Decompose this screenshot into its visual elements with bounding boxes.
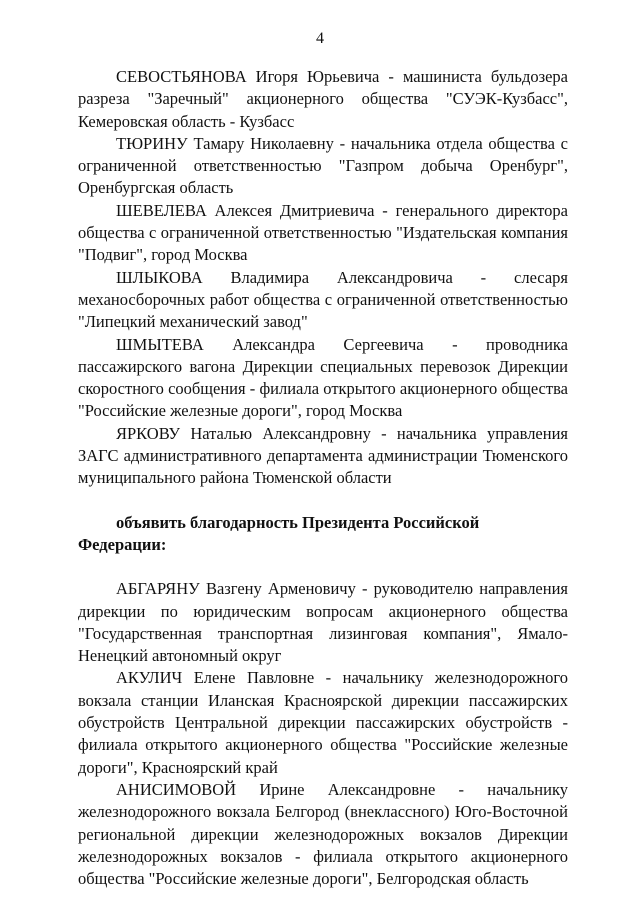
award-entry-yarkova: ЯРКОВУ Наталью Александровну - начальника управления ЗАГС административного департамента администрации Тюменского муниципального района Тюменской области	[78, 423, 568, 488]
award-entry-shmytev: ШМЫТЕВА Александра Сергеевича - проводника пассажирского вагона Дирекции специальных перевозок Дирекции скоростного сообщения - филиала открытого акционерного общества "Российские железные дороги", город Москва	[78, 334, 568, 421]
section-gap	[78, 556, 568, 578]
gratitude-entry-abgaryan: АБГАРЯНУ Вазгену Арменовичу - руководителю направления дирекции по юридическим вопросам акционерного общества "Государственная транспортная лизинговая компания", Ямало-Ненецкий автономный округ	[78, 579, 568, 666]
gratitude-entry-anisimova: АНИСИМОВОЙ Ирине Александровне - начальнику железнодорожного вокзала Белгород (внеклассного) Юго-Восточной региональной дирекции железнодорожных вокзалов Дирекции железнодорожных вокзалов - филиала открытого акционерного общества "Российские железные дороги", Белгородская область	[78, 779, 568, 889]
section-gap	[78, 490, 568, 512]
award-entry-shevelev: ШЕВЕЛЕВА Алексея Дмитриевича - генерального директора общества с ограниченной ответственностью "Издательская компания "Подвиг", город Москва	[78, 200, 568, 265]
award-entry-sevostyanov: СЕВОСТЬЯНОВА Игоря Юрьевича - машиниста бульдозера разреза "Заречный" акционерного общества "СУЭК-Кузбасс", Кемеровская область - Кузбасс	[78, 67, 568, 131]
page-number: 4	[316, 30, 324, 47]
document-body	[78, 66, 568, 890]
award-entry-shlykov: ШЛЫКОВА Владимира Александровича - слесаря механосборочных работ общества с ограниченной ответственностью "Липецкий механический завод"	[78, 267, 568, 332]
section-heading: объявить благодарность Президента Российской Федерации:	[78, 512, 480, 554]
award-entry-tyurina: ТЮРИНУ Тамару Николаевну - начальника отдела общества с ограниченной ответственностью "Газпром добыча Оренбург", Оренбургская область	[78, 133, 568, 198]
gratitude-entry-akulich: АКУЛИЧ Елене Павловне - начальнику железнодорожного вокзала станции Иланская Красноярской дирекции пассажирских обустройств Центральной дирекции пассажирских обустройств - филиала открытого акционерного общества "Российские железные дороги", Красноярский край	[78, 668, 568, 777]
